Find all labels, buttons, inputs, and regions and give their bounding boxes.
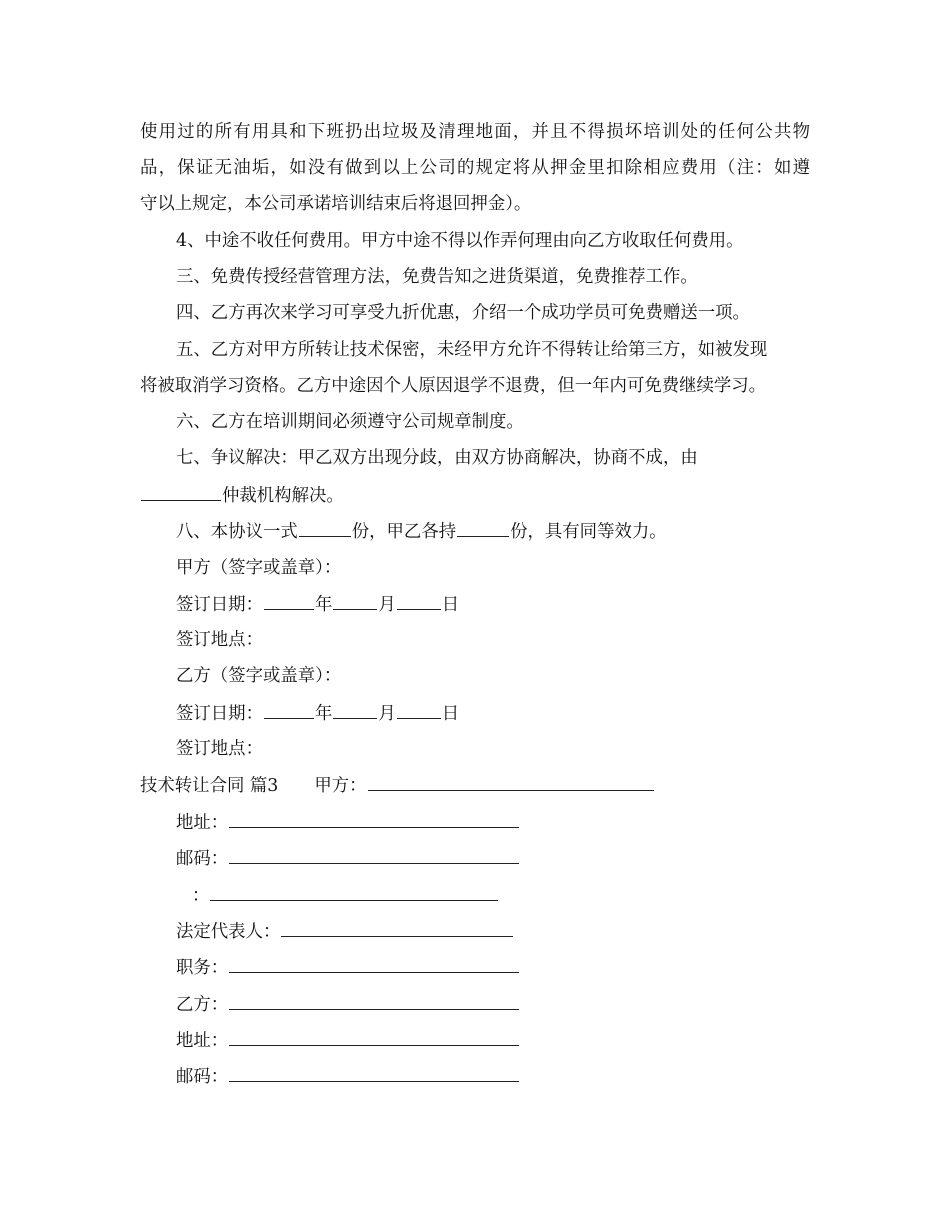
party-a-label: 甲方：: [314, 776, 367, 796]
para-hygiene-line3: 守以上规定，本公司承诺培训结束后将退回押金）。: [140, 194, 532, 214]
clause-three: 三、免费传授经营管理方法，免费告知之进货渠道，免费推荐工作。: [176, 267, 698, 287]
postcode-b: 邮码：: [176, 1064, 520, 1089]
sign-date-a: 签订日期： 年 月 日: [176, 592, 459, 617]
copies-blank: [299, 519, 351, 537]
clause-4: 4、中途不收任何费用。甲方中途不得以作弄何理由向乙方收取任何费用。: [176, 231, 744, 251]
each-holds-blank: [457, 519, 509, 537]
clause-five-line1: 五、乙方对甲方所转让技术保密，未经甲方允许不得转让给第三方，如被发现: [176, 340, 768, 360]
address-b: 地址：: [176, 1028, 520, 1053]
clause-seven-line2: 仲裁机构解决。: [140, 483, 344, 508]
para-hygiene-line2: 品，保证无油垢，如没有做到以上公司的规定将从押金里扣除相应费用（注：如遵: [140, 158, 810, 178]
address-a: 地址：: [176, 810, 520, 835]
contract3-title: 技术转让合同 篇3: [140, 776, 279, 796]
sign-place-b: 签订地点：: [176, 739, 263, 759]
clause-seven-line1: 七、争议解决：甲乙双方出现分歧，由双方协商解决，协商不成，由: [176, 448, 698, 468]
sign-place-a: 签订地点：: [176, 630, 263, 650]
position-a: 职务：: [176, 955, 520, 980]
postcode-a: 邮码：: [176, 846, 520, 871]
clause-five-line2: 将被取消学习资格。乙方中途因个人原因退学不退费，但一年内可免费继续学习。: [140, 376, 767, 396]
unlabeled-field: ：: [192, 883, 499, 908]
contract3-header: [140, 773, 655, 798]
sign-date-b: 签订日期： 年 月 日: [176, 701, 459, 726]
party-a-signature: 甲方（签字或盖章）：: [176, 558, 342, 578]
party-b-signature: 乙方（签字或盖章）：: [176, 666, 342, 686]
party-b-c3: 乙方：: [176, 992, 520, 1017]
clause-eight: 八、本协议一式 份，甲乙各持 份，具有同等效力。: [176, 519, 667, 544]
clause-six: 六、乙方在培训期间必须遵守公司规章制度。: [176, 412, 524, 432]
legal-rep-a: 法定代表人：: [176, 919, 514, 944]
clause-four: 四、乙方再次来学习可享受九折优惠，介绍一个成功学员可免费赠送一项。: [176, 303, 750, 323]
para-hygiene-line1: 使用过的所有用具和下班扔出垃圾及清理地面，并且不得损坏培训处的任何公共物: [140, 122, 810, 142]
arbitration-blank: [141, 483, 221, 501]
